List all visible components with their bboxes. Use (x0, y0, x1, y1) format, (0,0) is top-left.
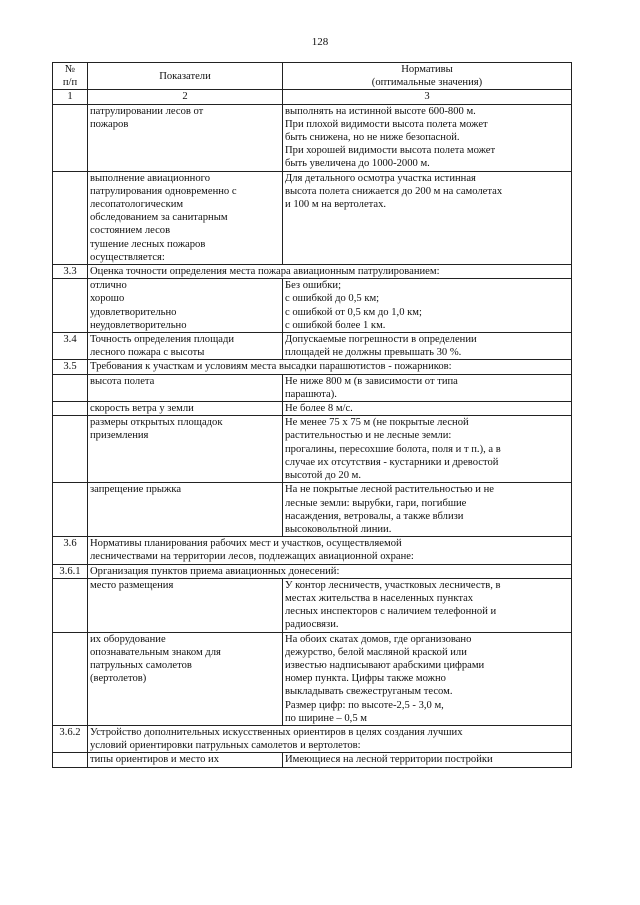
header-number-line: п/п (62, 77, 78, 89)
norm-cell-line: с ошибкой более 1 км. (285, 319, 386, 331)
norm-cell-line: радиосвязи. (285, 619, 339, 631)
indicator-cell (88, 578, 283, 632)
indicator-cell-line: размеры открытых площадок (90, 417, 223, 429)
norm-cell-line: Имеющиеся на лесной территории постройки (285, 754, 493, 766)
row-number (53, 171, 88, 264)
row-number (53, 374, 88, 401)
norm-cell-line: с ошибкой от 0,5 км до 1,0 км; (285, 306, 422, 318)
row-number (53, 483, 88, 537)
norms-table (52, 62, 572, 768)
section-heading-line: Нормативы планирования рабочих мест и участков, осуществляемой (90, 538, 402, 550)
row-number (53, 753, 88, 767)
header-number (53, 63, 88, 90)
section-heading-line: условий ориентировки патрульных самолетов и вертолетов: (90, 740, 361, 752)
norm-cell-line: высотой до 20 м. (285, 470, 362, 482)
column-number: 3 (283, 90, 572, 104)
indicator-cell (88, 374, 283, 401)
norm-cell (283, 374, 572, 401)
norm-cell-line: лесные земли: вырубки, гари, погибшие (285, 497, 467, 509)
norm-cell-line: У контор лесничеств, участковых лесничеств, в (285, 579, 501, 591)
indicator-cell-line: пожаров (90, 118, 129, 130)
indicator-cell (88, 104, 283, 171)
norm-cell-line: высота полета снижается до 200 м на самолетах (285, 185, 503, 197)
row-number: 3.6 (53, 537, 88, 564)
column-number: 1 (53, 90, 88, 104)
indicator-cell-line: хорошо (90, 293, 125, 305)
norm-cell (283, 333, 572, 360)
section-heading (88, 564, 572, 578)
norm-cell-line: случае их отсутствия - кустарники и древостой (285, 456, 499, 468)
column-number: 2 (88, 90, 283, 104)
table-header (53, 63, 572, 105)
indicator-cell (88, 483, 283, 537)
indicator-cell-line: Точность определения площади (90, 334, 235, 346)
page-number: 128 (311, 36, 329, 48)
indicator-cell (88, 279, 283, 333)
indicator-cell-line: состоянием лесов (90, 225, 171, 237)
header-norms-line: Нормативы (401, 64, 453, 75)
table-row (53, 279, 572, 333)
norm-cell (283, 483, 572, 537)
indicator-cell (88, 753, 283, 767)
norm-cell-line: Для детального осмотра участка истинная (285, 172, 476, 184)
table-row (53, 333, 572, 360)
norm-cell-line: прогалины, пересохшие болота, поля и т п.), а в (285, 443, 501, 455)
section-heading-line: Организация пунктов приема авиационных донесений: (90, 565, 340, 577)
norm-cell (283, 402, 572, 416)
indicator-cell-line: типы ориентиров и место их (90, 754, 220, 766)
norm-cell (283, 578, 572, 632)
indicator-cell-line: тушение лесных пожаров (90, 238, 206, 250)
norm-cell-line: насаждения, ветровалы, а также вблизи (285, 510, 464, 522)
table-row (53, 753, 572, 767)
norm-cell-line: растительностью и не лесные земли: (285, 430, 452, 442)
norm-cell-line: Без ошибки; (285, 280, 342, 292)
indicator-cell-line: высота полета (90, 375, 155, 387)
norm-cell-line: номер пункта. Цифры также можно (285, 673, 446, 685)
table-row (53, 104, 572, 171)
indicator-cell-line: лесопатологическим (90, 199, 184, 211)
indicator-cell-line: выполнение авиационного (90, 172, 211, 184)
table-body (53, 104, 572, 767)
row-number: 3.5 (53, 360, 88, 374)
section-heading (88, 360, 572, 374)
norm-cell (283, 753, 572, 767)
indicator-cell-line: скорость ветра у земли (90, 403, 194, 415)
norm-cell (283, 279, 572, 333)
indicator-cell (88, 333, 283, 360)
norm-cell-line: Допускаемые погрешности в определении (285, 334, 477, 346)
indicator-cell-line: неудовлетворительно (90, 319, 187, 331)
norm-cell-line: выкладывать свежеструганым тесом. (285, 686, 453, 698)
row-number (53, 416, 88, 483)
header-norms-line: (оптимальные значения) (371, 77, 483, 89)
table-row (53, 578, 572, 632)
header-indicators: Показатели (88, 63, 283, 90)
norm-cell-line: площадей не должны превышать 30 %. (285, 347, 462, 359)
table-row (53, 725, 572, 752)
norm-cell (283, 171, 572, 264)
table-row (53, 564, 572, 578)
indicator-cell-line: патрулирования одновременно с (90, 185, 237, 197)
row-number (53, 279, 88, 333)
norm-cell-line: При хорошей видимости высота полета может (285, 145, 496, 157)
table-row (53, 416, 572, 483)
table-row (53, 360, 572, 374)
indicator-cell-line: (вертолетов) (90, 673, 147, 685)
norm-cell-line: На обоих скатах домов, где организовано (285, 633, 472, 645)
norm-cell-line: быть увеличена до 1000-2000 м. (285, 158, 430, 170)
norm-cell-line: Не ниже 800 м (в зависимости от типа (285, 375, 458, 387)
norm-cell-line: местах жительства в населенных пунктах (285, 592, 474, 604)
row-number (53, 402, 88, 416)
indicator-cell-line: запрещение прыжка (90, 484, 182, 496)
header-number-line: № (64, 64, 76, 75)
norm-cell-line: по ширине – 0,5 м (285, 712, 367, 724)
indicator-cell-line: опознавательным знаком для (90, 646, 221, 658)
norm-cell-line: выполнять на истинной высоте 600-800 м. (285, 105, 476, 117)
header-norms (283, 63, 572, 90)
norm-cell-line: Не более 8 м/с. (285, 403, 353, 415)
section-heading (88, 537, 572, 564)
section-heading-line: Требования к участкам и условиям места высадки парашютистов - пожарников: (90, 361, 452, 373)
table-row (53, 265, 572, 279)
section-heading-line: Оценка точности определения места пожара авиационным патрулированием: (90, 266, 440, 278)
norm-cell (283, 416, 572, 483)
norm-cell (283, 632, 572, 725)
indicator-cell (88, 416, 283, 483)
indicator-cell-line: патрульных самолетов (90, 659, 192, 671)
indicator-cell-line: обследованием за санитарным (90, 212, 228, 224)
row-number: 3.6.2 (53, 725, 88, 752)
norm-cell-line: лесных инспекторов с наличием телефонной и (285, 606, 497, 618)
norm-cell-line: парашюта). (285, 388, 337, 400)
row-number (53, 632, 88, 725)
norm-cell-line: с ошибкой до 0,5 км; (285, 293, 380, 305)
norm-cell-line: На не покрытые лесной растительностью и не (285, 484, 494, 496)
indicator-cell (88, 402, 283, 416)
row-number: 3.4 (53, 333, 88, 360)
row-number: 3.6.1 (53, 564, 88, 578)
indicator-cell-line: их оборудование (90, 633, 166, 645)
section-heading-line: Устройство дополнительных искусственных ориентиров в целях создания лучших (90, 726, 463, 738)
indicator-cell-line: отлично (90, 280, 127, 292)
norm-cell-line: известью надписывают арабскими цифрами (285, 659, 485, 671)
table-row (53, 632, 572, 725)
norm-cell (283, 104, 572, 171)
row-number (53, 104, 88, 171)
norm-cell-line: быть снижена, но не ниже безопасной. (285, 132, 460, 144)
table-row (53, 402, 572, 416)
indicator-cell-line: осуществляется: (90, 251, 165, 263)
section-heading (88, 725, 572, 752)
section-heading-line: лесничествами на территории лесов, подлежащих авиационной охране: (90, 551, 414, 563)
indicator-cell-line: лесного пожара с высоты (90, 347, 205, 359)
section-heading (88, 265, 572, 279)
indicator-cell-line: место размещения (90, 579, 174, 591)
norm-cell-line: Не менее 75 х 75 м (не покрытые лесной (285, 417, 469, 429)
norm-cell-line: и 100 м на вертолетах. (285, 199, 387, 211)
column-numbers-row (53, 90, 572, 104)
table-row (53, 483, 572, 537)
indicator-cell-line: приземления (90, 430, 149, 442)
indicator-cell-line: удовлетворительно (90, 306, 177, 318)
norm-cell-line: При плохой видимости высота полета может (285, 118, 488, 130)
row-number (53, 578, 88, 632)
indicator-cell (88, 171, 283, 264)
table-row (53, 537, 572, 564)
norm-cell-line: Размер цифр: по высоте-2,5 - 3,0 м, (285, 699, 444, 711)
table-row (53, 171, 572, 264)
indicator-cell-line: патрулировании лесов от (90, 105, 204, 117)
row-number: 3.3 (53, 265, 88, 279)
table-row (53, 374, 572, 401)
norm-cell-line: высоковольтной линии. (285, 523, 392, 535)
indicator-cell (88, 632, 283, 725)
norm-cell-line: дежурство, белой масляной краской или (285, 646, 467, 658)
